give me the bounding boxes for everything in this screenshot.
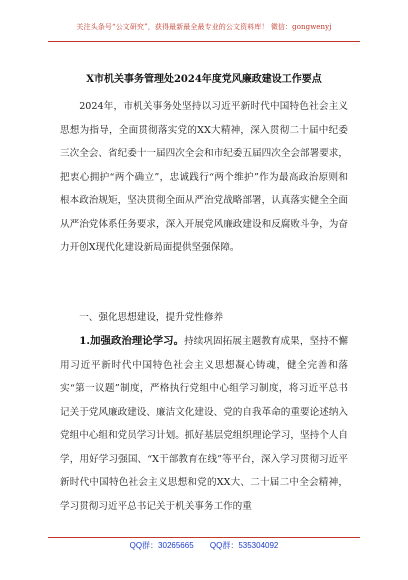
footer-divider (48, 537, 360, 538)
header-divider (48, 41, 360, 42)
header-banner: 关注头条号“公文研究”，获得最新最全最专业的公文资料库！ 微信：gongwenyj (76, 23, 332, 31)
intro-paragraph: 2024年，市机关事务处坚持以习近平新时代中国特色社会主义思想为指导，全面贯彻落实党的XX大精神，深入贯彻二十届中纪委三次全会、省纪委十一届四次全会和市纪委五届四次全会部署要求，把衷心拥护“两个确立”，忠诚践行“两个维护”作为最高政治原则和根本政治规矩，坚决贯彻全面从严治党战略部署，认真落实健全全面从严治党体系任务要求，深入开展党风廉政建设和反腐败斗争，为奋力开创X现代化建设新局面提供坚强保障。 (60, 101, 348, 253)
item-1-lead: 1.加强政治理论学习。 (79, 335, 185, 347)
footer-qq-group-1: QQ群：30265665 (129, 541, 194, 550)
document-title: X市机关事务管理处2024年度党风廉政建设工作要点 (86, 74, 322, 85)
footer-qq-group-2: QQ群：535304092 (209, 541, 279, 550)
section-heading: 一、强化思想建设，提升党性修养 (79, 312, 224, 323)
item-1-paragraph (60, 330, 348, 518)
item-1-text: 持续巩固拓展主题教育成果，坚持不懈用习近平新时代中国特色社会主义思想凝心铸魂，健全完善和落实“第一议题”制度，严格执行党组中心组学习制度，将习近平总书记关于党风廉政建设、廉洁文化建设、党的自我革命的重要论述纳入党组中心组和党员学习计划。抓好基层党组织理论学习，坚持个人自学，用好学习强国、“X干部教育在线”等平台，深入学习贯彻习近平新时代中国特色社会主义思想和党的XX大、二十届二中全会精神，学习贯彻习近平总书记关于机关事务工作的重 (60, 336, 348, 512)
footer (0, 540, 408, 551)
